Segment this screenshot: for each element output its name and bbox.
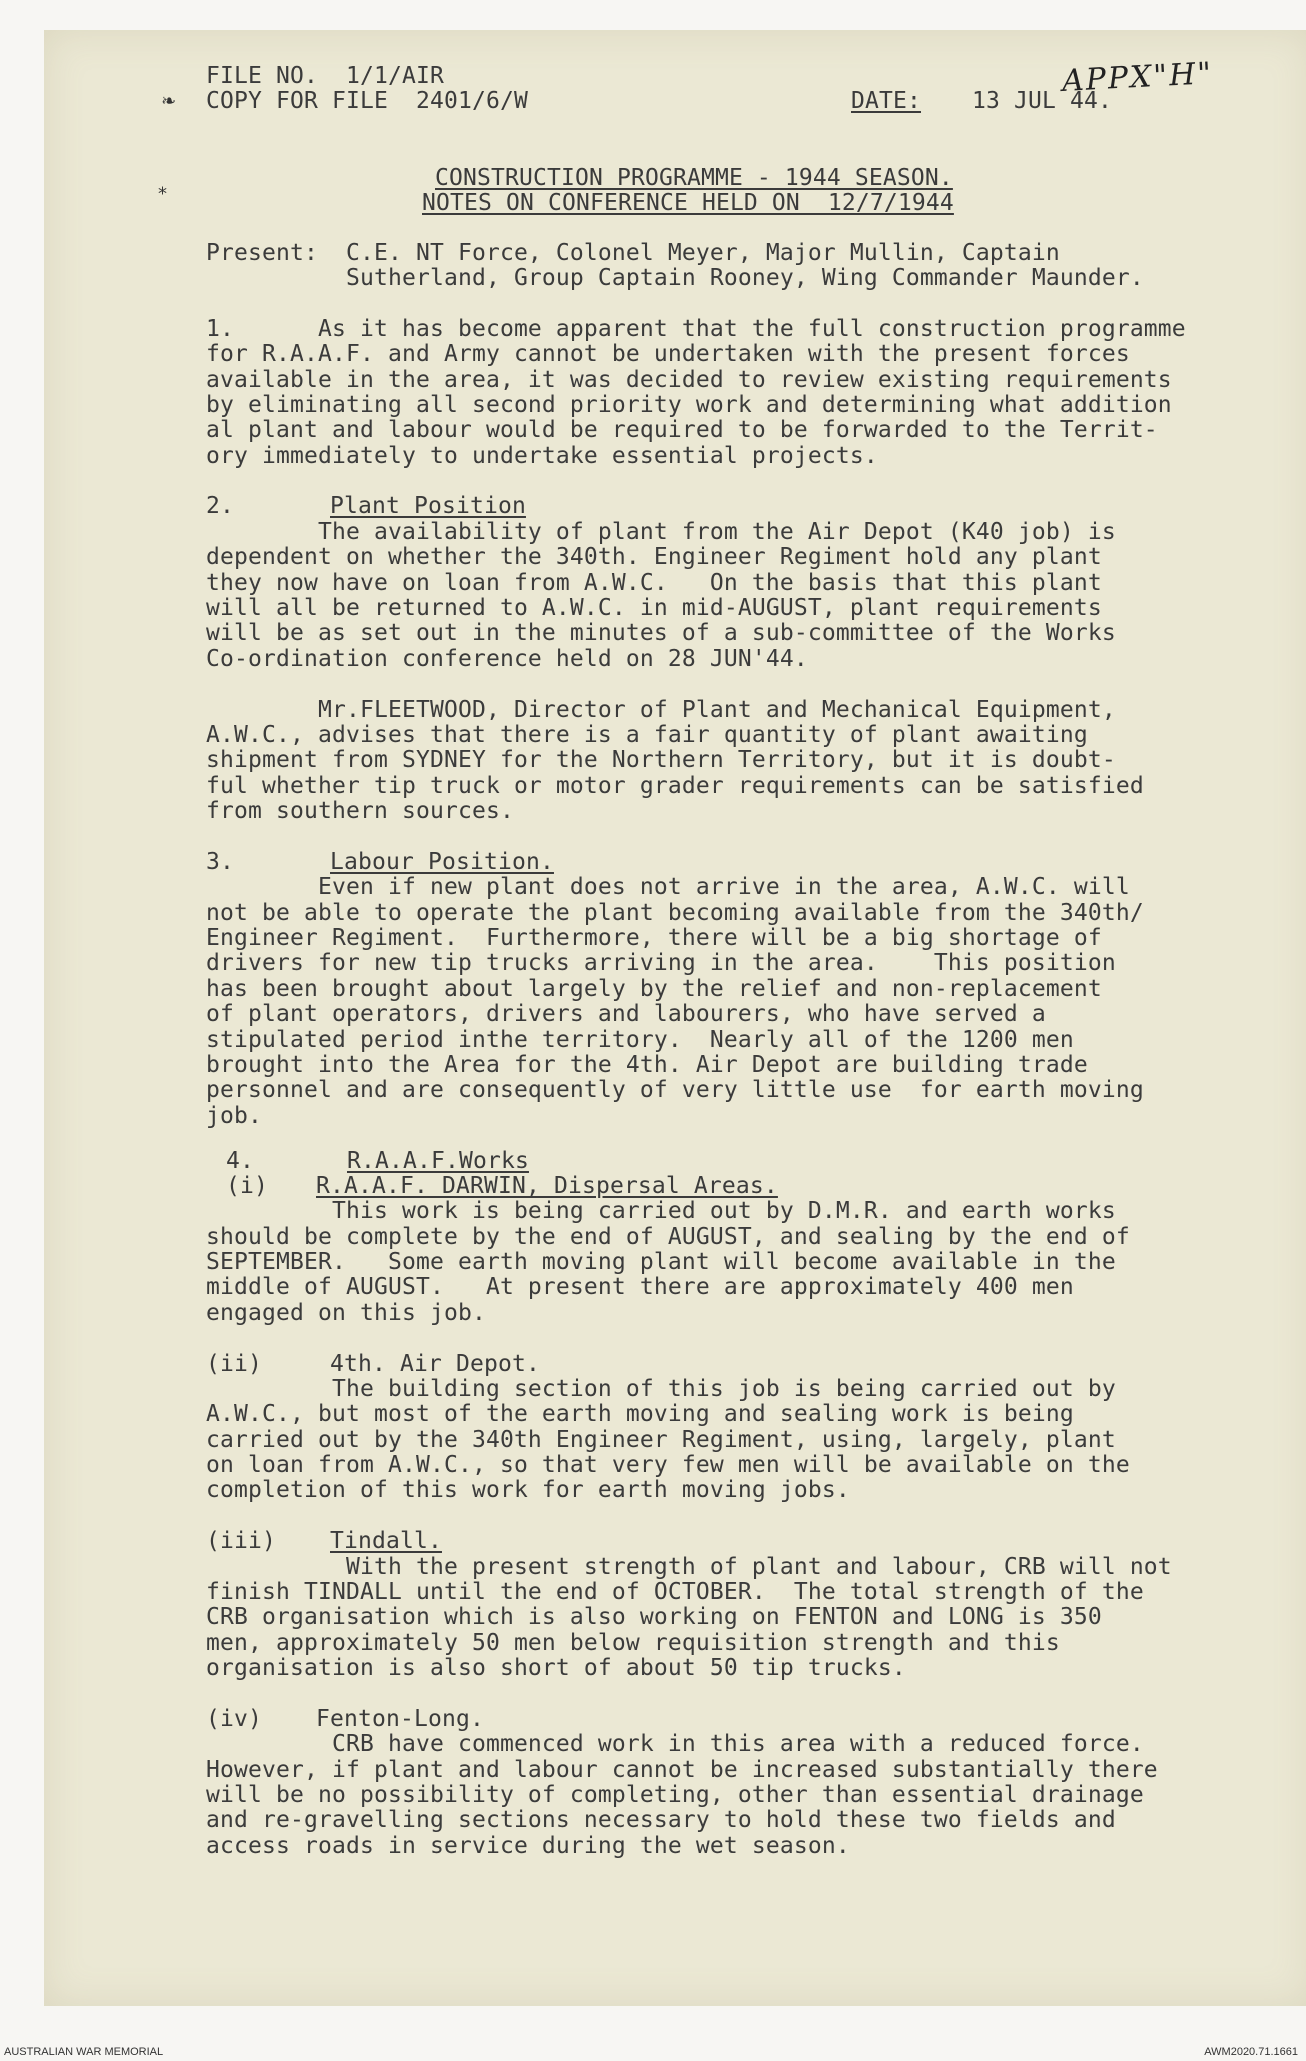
text-line: Mr.FLEETWOOD, Director of Plant and Mechanical Equipment, [206,697,1116,723]
subsection-label: (iv) [206,1706,262,1732]
text-line: on loan from A.W.C., so that very few men will be available on the [206,1452,1130,1478]
section-number: 2. [206,493,234,519]
text-line: not be able to operate the plant becoming available from the 340th/ [206,900,1144,926]
text-line: for R.A.A.F. and Army cannot be undertaken with the present forces [206,341,1130,367]
subsection-heading: R.A.A.F. DARWIN, Dispersal Areas. [316,1173,778,1199]
text-line: organisation is also short of about 50 tip trucks. [206,1655,906,1681]
file-number: FILE NO. 1/1/AIR [206,63,444,89]
text-line: Co-ordination conference held on 28 JUN'44. [206,646,808,672]
text-line: al plant and labour would be required to be forwarded to the Territ- [206,417,1158,443]
text-line: and re-gravelling sections necessary to hold these two fields and [206,1807,1116,1833]
subsection-label: (i) [226,1173,268,1199]
text-line: should be complete by the end of AUGUST, and sealing by the end of [206,1224,1130,1250]
text-line: The building section of this job is being carried out by [206,1376,1116,1402]
text-line: has been brought about largely by the relief and non-replacement [206,976,1102,1002]
subsection-heading: 4th. Air Depot. [330,1351,540,1377]
text-line: middle of AUGUST. At present there are approximately 400 men [206,1274,1074,1300]
text-line: stipulated period inthe territory. Nearly all of the 1200 men [206,1027,1074,1053]
date-label: DATE: [851,88,921,114]
text-line: by eliminating all second priority work and determining what addition [206,392,1172,418]
section-heading: R.A.A.F.Works [347,1148,529,1174]
footer-institution: AUSTRALIAN WAR MEMORIAL [4,2046,164,2058]
text-line: Even if new plant does not arrive in the area, A.W.C. will [206,874,1130,900]
text-line: shipment from SYDNEY for the Northern Territory, but it is doubt- [206,747,1116,773]
text-line: personnel and are consequently of very little use for earth moving [206,1077,1144,1103]
text-line: Engineer Regiment. Furthermore, there will be a big shortage of [206,925,1102,951]
section-number: 4. [226,1148,254,1174]
text-line: ory immediately to undertake essential projects. [206,443,878,469]
subsection-heading: Fenton-Long. [316,1706,484,1732]
text-line: This work is being carried out by D.M.R. and earth works [206,1198,1116,1224]
text-line: drivers for new tip trucks arriving in the area. This position [206,950,1116,976]
text-line: brought into the Area for the 4th. Air Depot are building trade [206,1052,1088,1078]
section-number: 3. [206,849,234,875]
text-line: will be as set out in the minutes of a sub-committee of the Works [206,620,1116,646]
document-subtitle: NOTES ON CONFERENCE HELD ON 12/7/1944 [422,190,954,216]
text-line: The availability of plant from the Air Depot (K40 job) is [206,519,1116,545]
subsection-label: (iii) [206,1528,276,1554]
text-line: A.W.C., but most of the earth moving and sealing work is being [206,1401,1074,1427]
text-line: CRB organisation which is also working on FENTON and LONG is 350 [206,1604,1102,1630]
text-line: will all be returned to A.W.C. in mid-AUGUST, plant requirements [206,595,1102,621]
copy-for-file: COPY FOR FILE 2401/6/W [206,88,528,114]
text-line: of plant operators, drivers and labourers, who have served a [206,1001,1046,1027]
section-heading: Plant Position [330,493,526,519]
text-line: will be no possibility of completing, other than essential drainage [206,1782,1144,1808]
text-line: finish TINDALL until the end of OCTOBER. The total strength of the [206,1579,1144,1605]
date-value: 13 JUL 44. [972,88,1112,114]
text-line: men, approximately 50 men below requisition strength and this [206,1630,1060,1656]
text-line: However, if plant and labour cannot be increased substantially there [206,1757,1158,1783]
text-line: available in the area, it was decided to review existing requirements [206,367,1172,393]
text-line: dependent on whether the 340th. Engineer Regiment hold any plant [206,544,1102,570]
text-line: CRB have commenced work in this area with a reduced force. [206,1731,1144,1757]
text-line: they now have on loan from A.W.C. On the basis that this plant [206,570,1102,596]
text-line: from southern sources. [206,798,514,824]
margin-mark: ❧ [162,88,176,113]
text-line: access roads in service during the wet season. [206,1833,850,1859]
text-line: Present: C.E. NT Force, Colonel Meyer, Major Mullin, Captain [206,240,1060,266]
document-title: CONSTRUCTION PROGRAMME - 1944 SEASON. [435,165,953,191]
text-line: completion of this work for earth moving jobs. [206,1477,850,1503]
text-line: Sutherland, Group Captain Rooney, Wing Commander Maunder. [206,265,1144,291]
text-line: A.W.C., advises that there is a fair quantity of plant awaiting [206,722,1088,748]
text-line: ful whether tip truck or motor grader requirements can be satisfied [206,773,1144,799]
margin-mark: ⁎ [158,178,167,199]
text-line: engaged on this job. [206,1300,486,1326]
text-line: carried out by the 340th Engineer Regiment, using, largely, plant [206,1427,1116,1453]
section-heading: Labour Position. [330,849,554,875]
text-line: 1. As it has become apparent that the full construction programme [206,316,1186,342]
subsection-label: (ii) [206,1351,262,1377]
subsection-heading: Tindall. [330,1528,442,1554]
handwritten-reference: APPX"H" [1061,56,1214,99]
text-line: With the present strength of plant and labour, CRB will not [206,1554,1172,1580]
footer-accession-number: AWM2020.71.1661 [1204,2046,1298,2058]
text-line: job. [206,1103,262,1129]
text-line: SEPTEMBER. Some earth moving plant will become available in the [206,1249,1116,1275]
